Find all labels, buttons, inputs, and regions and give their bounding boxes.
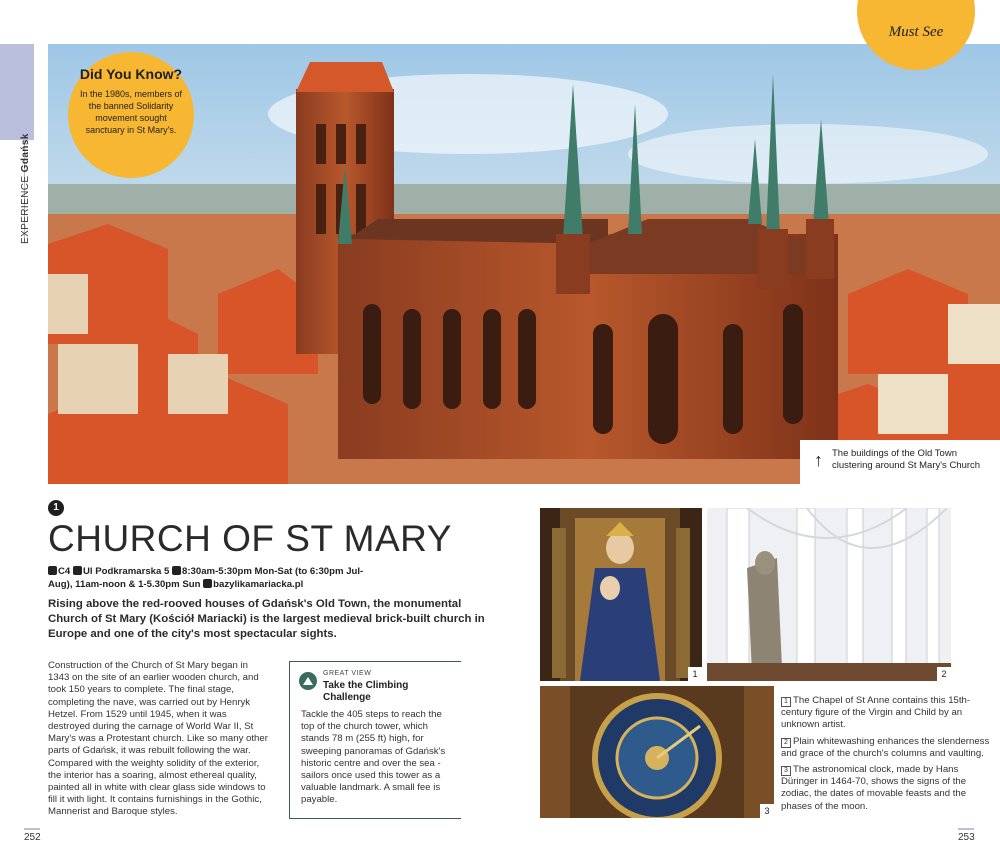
caption-2-text: Plain whitewashing enhances the slenderness and grace of the church's columns and vaulting. (781, 735, 990, 759)
page-number-left: 252 (24, 832, 41, 843)
section-label (20, 133, 31, 244)
caption-1-number: 1 (781, 697, 791, 707)
home-icon (73, 566, 82, 575)
hero-caption-text: The buildings of the Old Town clustering around St Mary's Church (832, 448, 981, 471)
info-grid: C4 (58, 566, 71, 577)
did-you-know-badge (68, 52, 194, 178)
did-you-know-title: Did You Know? (79, 66, 183, 82)
page-title: CHURCH OF ST MARY (48, 518, 452, 559)
photo-3-number: 3 (760, 804, 774, 818)
info-hours: 8:30am-5:30pm Mon-Sat (to 6:30pm Jul-Aug), 11am-noon & 1-5.30pm Sun (48, 566, 364, 590)
did-you-know-body: In the 1980s, members of the banned Solidarity movement sought sanctuary in St Mary's. (79, 89, 183, 135)
photo-caption-3 (781, 764, 993, 813)
intro-paragraph: Rising above the red-rooved houses of Gdańsk's Old Town, the monumental Church of St Mary (Kościół Mariacki) is the largest medieval brick-built church in Europe and one of the city's most spectacular sights. (48, 598, 485, 640)
entry-number: 1 (48, 500, 64, 516)
page-number-right: 253 (958, 832, 975, 843)
caption-1-text: The Chapel of St Anne contains this 15th-century figure of the Virgin and Child by an unknown artist. (781, 695, 971, 731)
great-view-body: Tackle the 405 steps to reach the top of the church tower, which stands 78 m (255 ft) high, for sweeping panoramas of Gdańsk's historic centre and over the sea - sailors once used this tower as a valuable landmark. A small fee is payable. (301, 709, 446, 806)
info-address: Ul Podkramarska 5 (82, 566, 170, 577)
caption-2-number: 2 (781, 738, 791, 748)
photo-clock (540, 686, 774, 818)
map-pin-icon (48, 566, 57, 575)
caption-3-number: 3 (781, 766, 791, 776)
arrow-up-icon: ↑ (814, 450, 823, 470)
caption-3-text: The astronomical clock, made by Hans Düringer in 1464-70, shows the signs of the zodiac, the dates of movable feasts and the phases of the moon. (781, 764, 967, 812)
must-see-label: Must See (888, 24, 944, 40)
photo-caption-1 (781, 695, 993, 732)
hero-caption (800, 440, 1000, 490)
clock-icon (172, 566, 181, 575)
section-tab (0, 44, 34, 140)
great-view-box (289, 661, 461, 819)
photo-interior (707, 508, 951, 681)
mountain-icon (299, 672, 317, 690)
photo-caption-2 (781, 736, 993, 760)
great-view-kicker: GREAT VIEW (323, 670, 372, 677)
photo-madonna (540, 508, 702, 681)
practical-info (48, 565, 378, 591)
info-website[interactable]: bazylikamariacka.pl (213, 579, 304, 590)
photo-1-number: 1 (688, 667, 702, 681)
web-icon (203, 579, 212, 588)
section-experience: EXPERIENCE (20, 175, 31, 244)
section-city: Gdańsk (20, 133, 31, 173)
photo-2-number: 2 (937, 667, 951, 681)
body-paragraph: Construction of the Church of St Mary began in 1343 on the site of an earlier wooden church, and took 150 years to complete. The final stage, completing the nave, was carried out by Henryk Hetzel. From 1529 until 1945, when it was destroyed during the carnage of World War II, St Mary's was a Protestant church. Like so many other parts of Gdańsk, it was rebuilt following the war. Compared with the weighty solidity of the exterior, the interior has a soaring, almost ethereal quality, painted all in white with clear glass side windows to fill it with light. It contains furnishings in the Gothic, Mannerist and Baroque styles. (48, 660, 268, 818)
photo-captions (781, 695, 993, 817)
great-view-title: Take the Climbing Challenge (323, 680, 409, 703)
